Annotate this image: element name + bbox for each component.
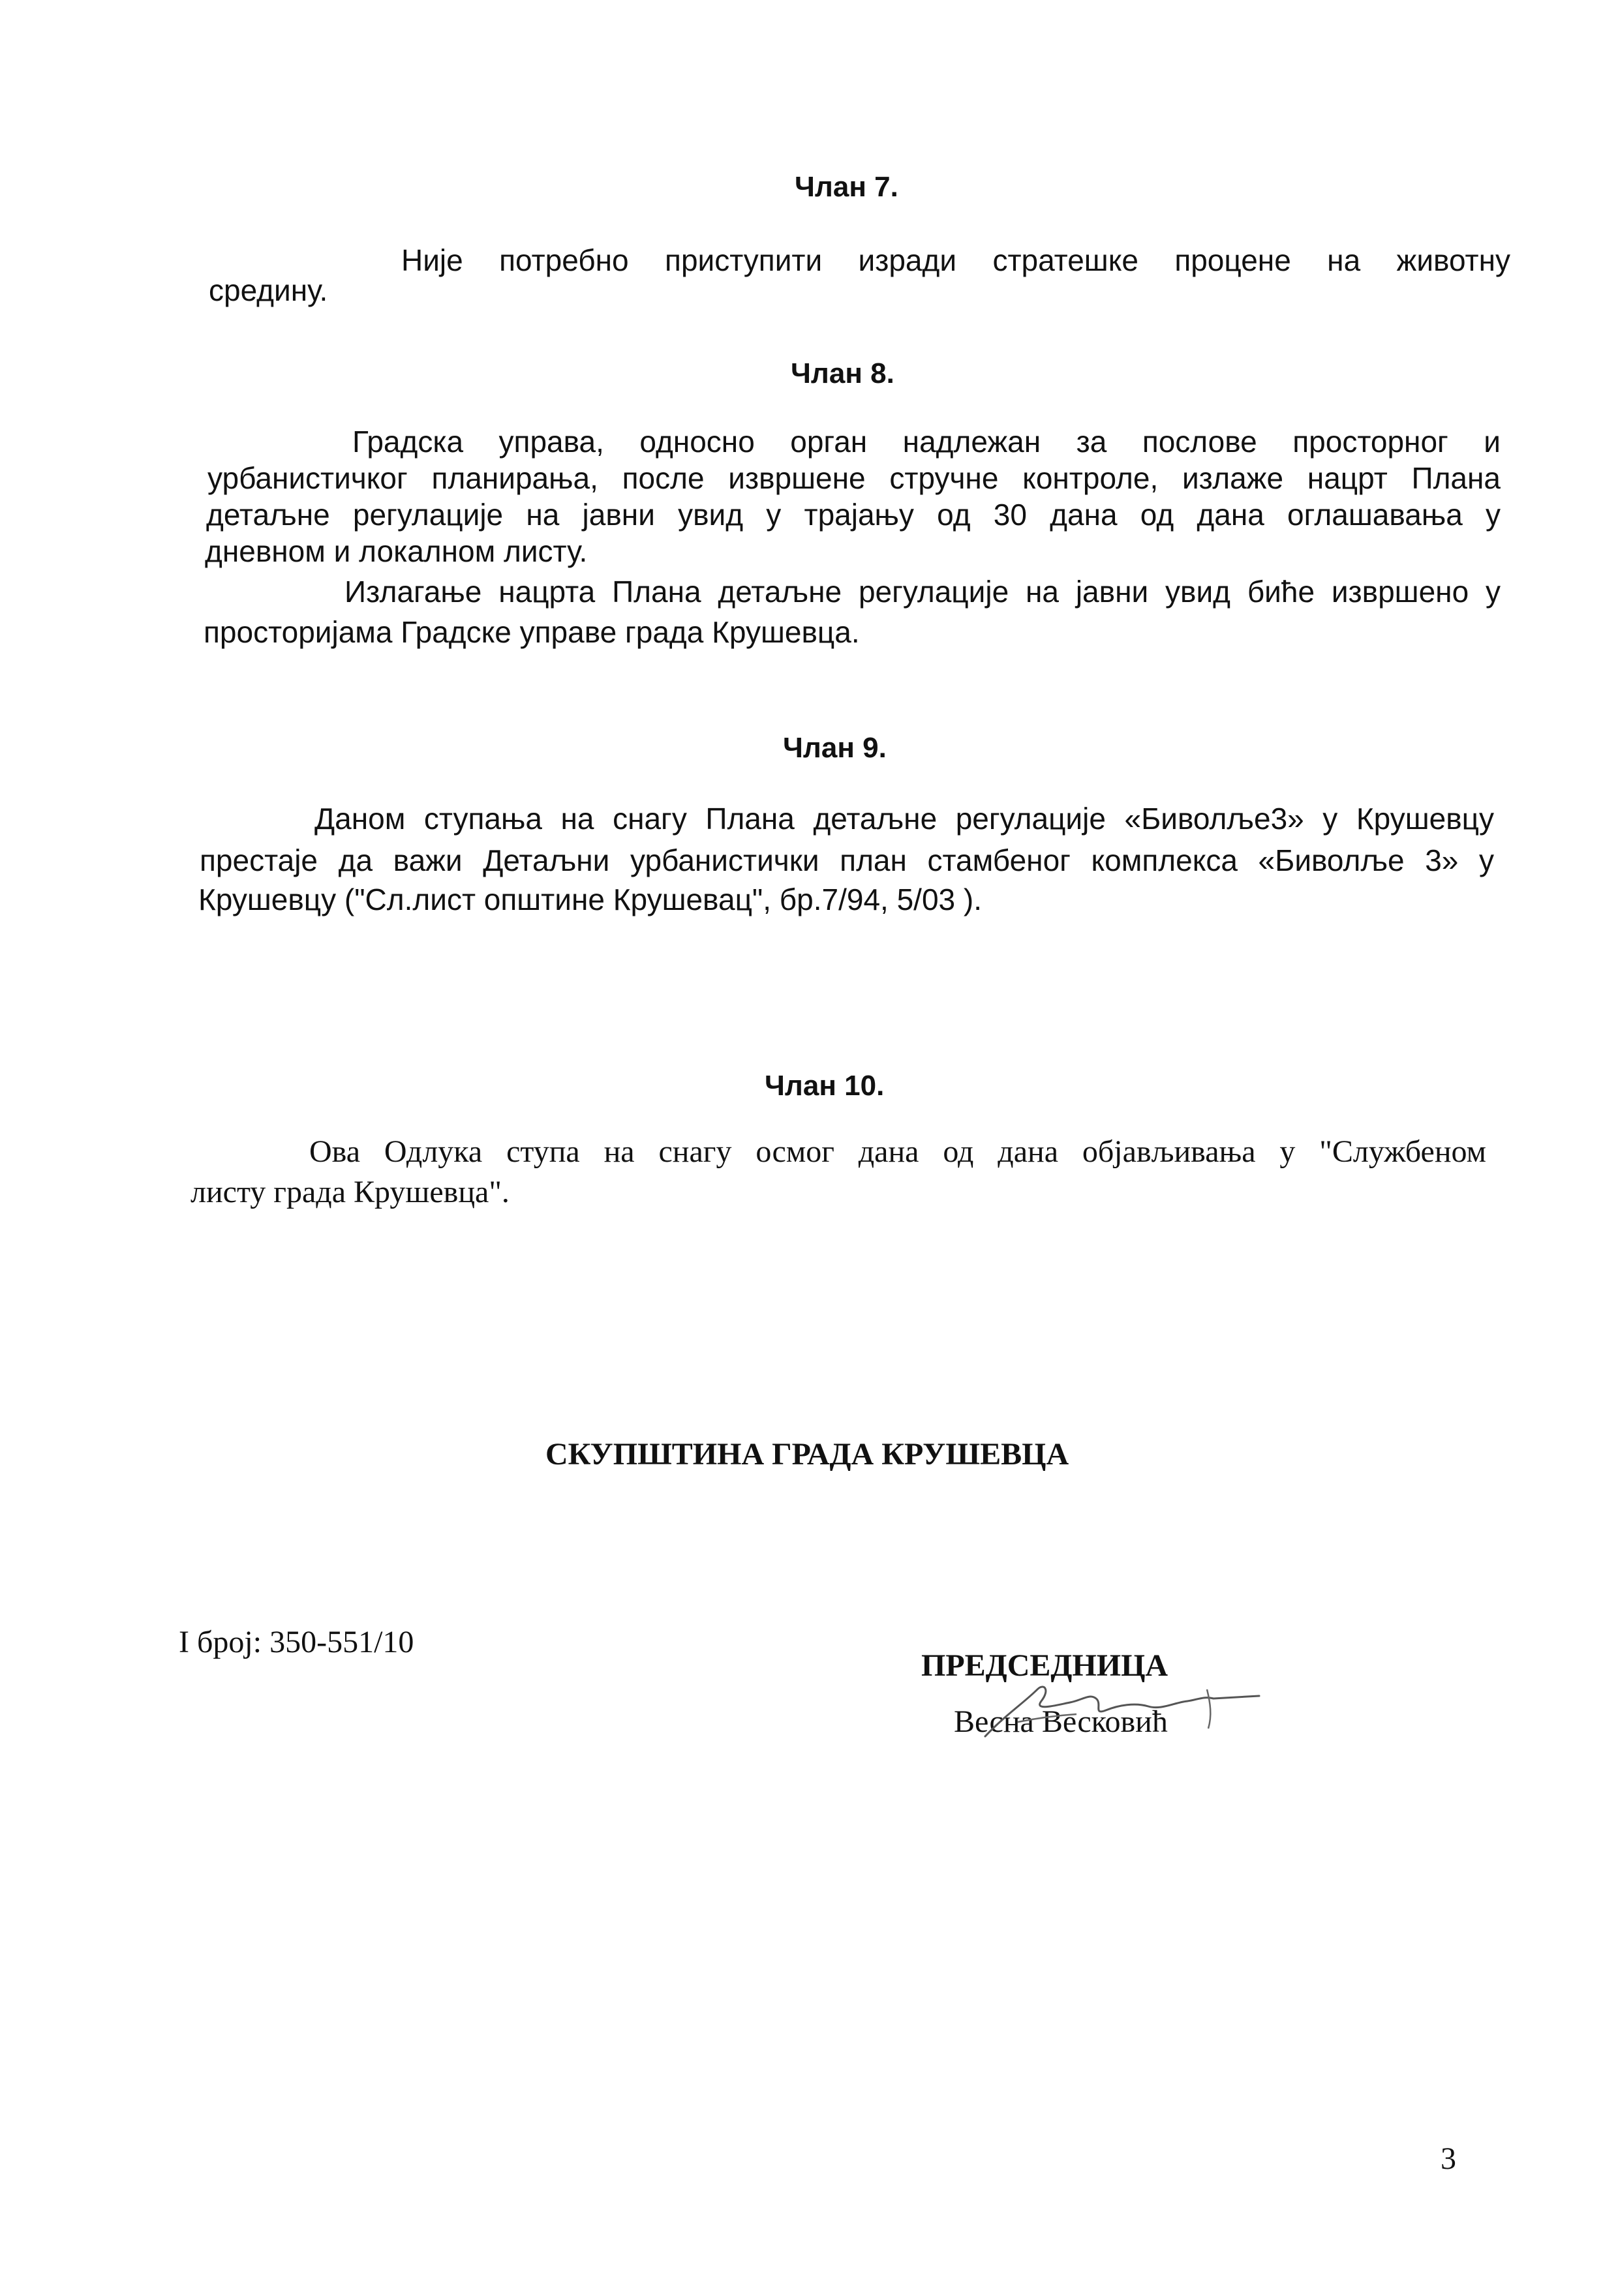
article-8-line-1: Градска управа, односно орган надлежан за послове просторног и xyxy=(352,425,1501,459)
signatory-title: ПРЕДСЕДНИЦА xyxy=(921,1648,1168,1683)
article-8-heading: Члан 8. xyxy=(791,357,894,389)
article-10-line-1: Ова Одлука ступа на снагу осмог дана од дана објављивања у "Службеном xyxy=(309,1134,1486,1169)
article-8-line-3: детаљне регулације на јавни увид у трајању од 30 дана од дана оглашавања у xyxy=(206,498,1501,532)
article-9-line-1: Даном ступања на снагу Плана детаљне регулације «Биволље3» у Крушевцу xyxy=(314,802,1494,836)
signatory-name: Весна Весковић xyxy=(954,1704,1168,1739)
article-8-line-5: Излагање нацрта Плана детаљне регулације на јавни увид биће извршено у xyxy=(344,575,1501,609)
reference-number: I број: 350-551/10 xyxy=(179,1625,414,1659)
assembly-name: СКУПШТИНА ГРАДА КРУШЕВЦА xyxy=(545,1437,1069,1472)
page-number: 3 xyxy=(1441,2141,1456,2176)
article-7-line-1: Није потребно приступити изради стратешке процене на животну xyxy=(401,243,1510,277)
article-10-heading: Члан 10. xyxy=(765,1070,885,1102)
article-10-line-2: листу града Крушевца". xyxy=(191,1175,510,1209)
article-8-line-6: просторијама Градске управе града Крушевца. xyxy=(204,615,860,649)
handwritten-signature xyxy=(979,1676,1266,1748)
article-7-line-2: средину. xyxy=(209,273,328,307)
article-8-line-4: дневном и локалном листу. xyxy=(205,534,588,568)
article-9-line-3: Крушевцу ("Сл.лист општине Крушевац", бр.7/94, 5/03 ). xyxy=(198,883,983,916)
article-9-line-2: престаје да важи Детаљни урбанистички план стамбеног комплекса «Биволље 3» у xyxy=(200,843,1494,877)
article-9-heading: Члан 9. xyxy=(783,732,887,764)
article-8-line-2: урбанистичког планирања, после извршене стручне контроле, излаже нацрт Плана xyxy=(207,461,1501,495)
article-7-heading: Члан 7. xyxy=(795,171,898,203)
